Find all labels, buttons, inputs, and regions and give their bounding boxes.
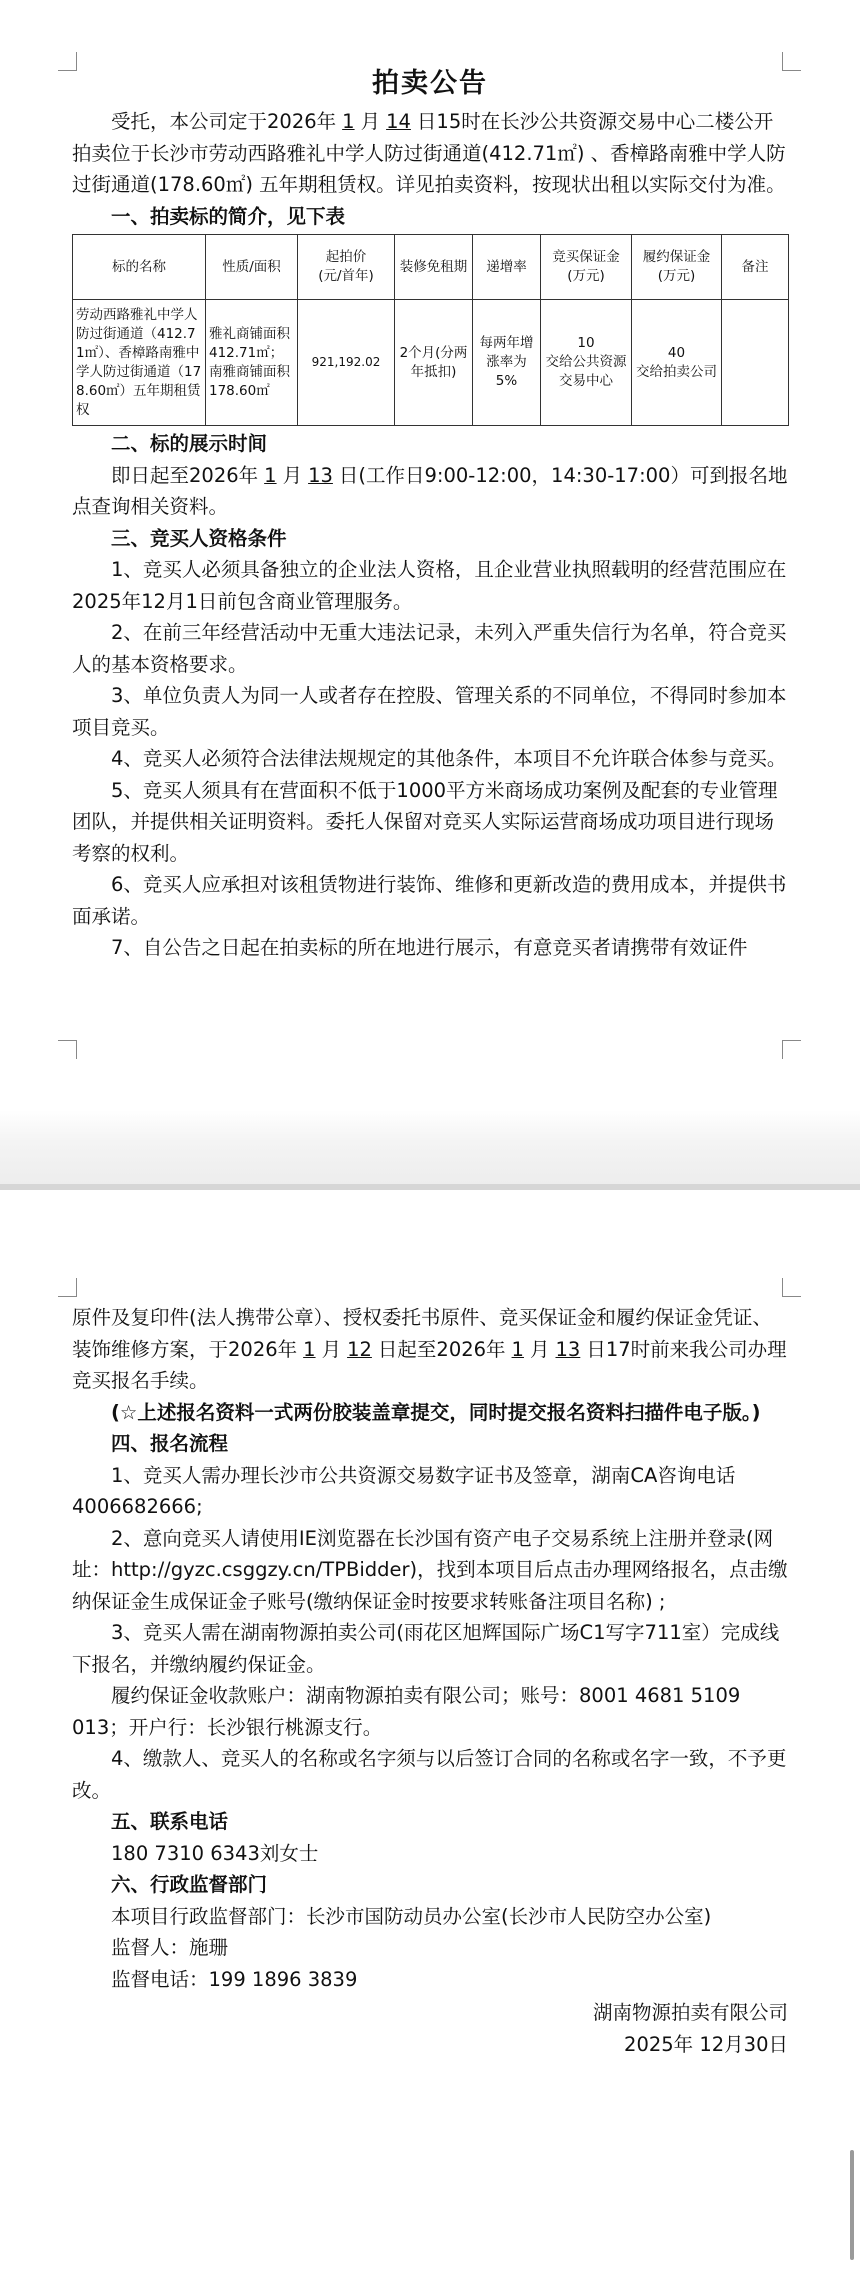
table-cell-deposit: 10 交给公共资源交易中心 [541, 300, 632, 426]
submission-note: (☆上述报名资料一式两份胶装盖章提交，同时提交报名资料扫描件电子版。) [111, 1400, 761, 1424]
continuation-paragraph: 原件及复印件(法人携带公章）、授权委托书原件、竞买保证金和履约保证金凭证、装饰维修方案，于2026年 1 月 12 日起至2026年 1 月 13 日17时前来我公司办理竞买报名手续。 [72, 1306, 787, 1392]
process-step: 1、竞买人需办理长沙市公共资源交易数字证书及签章，湖南CA咨询电话4006682666; [72, 1463, 736, 1518]
table-header: 起拍价 (元/首年) [298, 235, 395, 300]
section-heading: 三、竞买人资格条件 [111, 526, 287, 550]
section-heading: 四、报名流程 [111, 1432, 229, 1455]
qualification-item: 7、自公告之日起在拍卖标的所在地进行展示，有意竞买者请携带有效证件 [111, 936, 748, 959]
signature-date: 2025年 12月30日 [624, 2032, 788, 2056]
section-heading: 五、联系电话 [111, 1810, 229, 1833]
company-signature: 湖南物源拍卖有限公司 [592, 2001, 788, 2024]
crop-mark [782, 1278, 801, 1297]
qualification-item: 5、竞买人须具有在营面积不低于1000平方米商场成功案例及配套的专业管理团队，并提供相关证明资料。委托人保留对竞买人实际运营商场成功项目进行现场考察的权利。 [72, 778, 778, 865]
supervision-dept: 本项目行政监督部门：长沙市国防动员办公室(长沙市人民防空办公室) [111, 1904, 712, 1928]
document-title: 拍卖公告 [372, 68, 488, 99]
table-cell-performance: 40 交给拍卖公司 [632, 300, 722, 426]
page-gap [0, 1110, 860, 1190]
section-heading: 二、标的展示时间 [111, 432, 268, 455]
crop-mark [782, 1040, 801, 1059]
table-cell-rate: 每两年增涨率为5% [473, 300, 541, 426]
table-cell-nature: 雅礼商铺面积412.71㎡；南雅商铺面积178.60㎡ [206, 300, 298, 426]
process-step: 2、意向竞买人请使用IE浏览器在长沙国有资产电子交易系统上注册并登录(网址：http://gyzc.csggzy.cn/TPBidder)，找到本项目后点击办理网络报名，点击缴纳保证金生成保证金子账号(缴纳保证金时按要求转账备注项目名称) ; [72, 1526, 788, 1613]
contact-phone: 180 7310 6343刘女士 [111, 1841, 319, 1865]
section-heading: 六、行政监督部门 [111, 1873, 268, 1896]
table-cell-price: 921,192.02 [298, 300, 395, 426]
crop-mark [58, 1278, 77, 1297]
qualification-item: 6、竞买人应承担对该租赁物进行装饰、维修和更新改造的费用成本，并提供书面承诺。 [72, 873, 787, 928]
table-header: 递增率 [473, 235, 541, 300]
table-cell-free-period: 2个月(分两年抵扣) [395, 300, 473, 426]
page-1-content [72, 66, 788, 964]
table-header: 备注 [722, 235, 789, 300]
table-header-row [73, 235, 789, 300]
process-step: 3、竞买人需在湖南物源拍卖公司(雨花区旭辉国际广场C1写字711室）完成线下报名，并缴纳履约保证金。 [72, 1621, 780, 1676]
supervision-phone: 监督电话：199 1896 3839 [111, 1967, 358, 1991]
qualification-item: 1、竞买人必须具备独立的企业法人资格，且企业营业执照载明的经营范围应在2025年12月1日前包含商业管理服务。 [72, 558, 787, 613]
table-cell-remark [722, 300, 789, 426]
table-header: 履约保证金 (万元) [632, 235, 722, 300]
document-page-2 [0, 1190, 860, 2278]
section-heading: 一、拍卖标的简介，见下表 [111, 204, 346, 228]
table-header: 装修免租期 [395, 235, 473, 300]
process-step: 4、缴款人、竞买人的名称或名字须与以后签订合同的名称或名字一致，不予更改。 [72, 1747, 787, 1802]
display-paragraph: 即日起至2026年 1 月 13 日(工作日9:00-12:00，14:30-17:00）可到报名地点查询相关资料。 [72, 463, 788, 518]
intro-paragraph: 受托，本公司定于2026年 1 月 14 日15时在长沙公共资源交易中心二楼公开拍卖位于长沙市劳动西路雅礼中学人防过街通道(412.71㎡) 、香樟路南雅中学人防过街通道(178.60㎡) 五年期租赁权。详见拍卖资料，按现状出租以实际交付为准。 [72, 110, 786, 196]
table-header: 标的名称 [73, 235, 206, 300]
crop-mark [58, 1040, 77, 1059]
table-header: 性质/面积 [206, 235, 298, 300]
scrollbar-thumb[interactable] [850, 2150, 854, 2260]
auction-table [72, 234, 789, 426]
qualification-item: 2、在前三年经营活动中无重大违法记录，未列入严重失信行为名单，符合竞买人的基本资格要求。 [72, 621, 787, 676]
table-row [73, 300, 789, 426]
table-header: 竞买保证金 (万元) [541, 235, 632, 300]
page-2-content [72, 1302, 788, 2060]
table-cell-name: 劳动西路雅礼中学人防过街通道（412.71㎡）、香樟路南雅中学人防过街通道（178.60㎡）五年期租赁权 [73, 300, 206, 426]
bank-account-info: 履约保证金收款账户：湖南物源拍卖有限公司；账号：8001 4681 5109 013；开户行：长沙银行桃源支行。 [72, 1684, 741, 1739]
qualification-item: 3、单位负责人为同一人或者存在控股、管理关系的不同单位，不得同时参加本项目竞买。 [72, 684, 787, 739]
qualification-item: 4、竞买人必须符合法律法规规定的其他条件，本项目不允许联合体参与竞买。 [111, 747, 787, 770]
supervisor: 监督人：施珊 [111, 1936, 229, 1959]
